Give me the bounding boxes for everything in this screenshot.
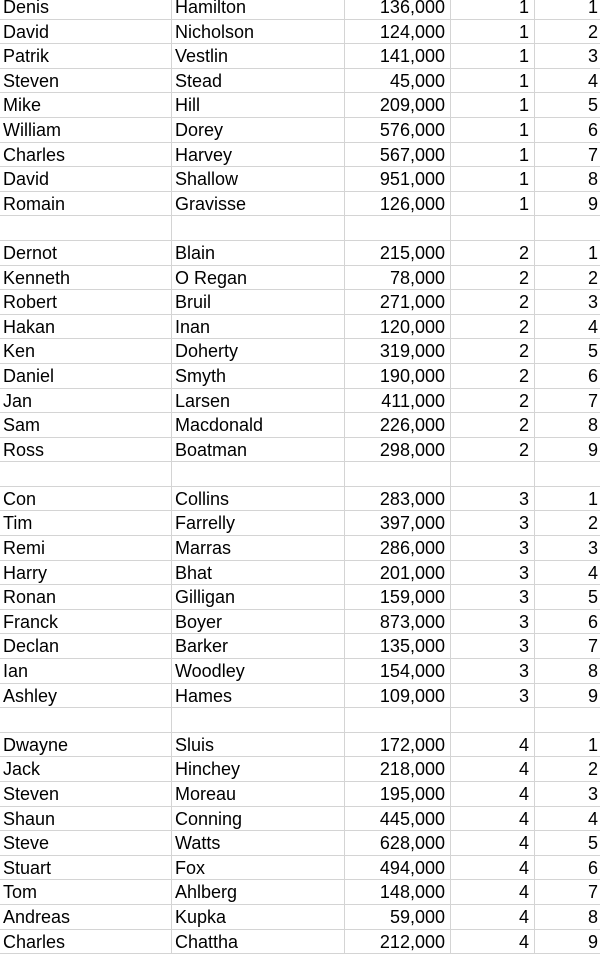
cell-amount[interactable]: 445,000 bbox=[345, 807, 451, 831]
cell-group[interactable]: 4 bbox=[451, 930, 535, 954]
cell-first-name[interactable]: Hakan bbox=[0, 315, 172, 339]
cell-first-name[interactable]: Steve bbox=[0, 831, 172, 855]
cell-last-name[interactable]: Boyer bbox=[172, 610, 345, 634]
cell-amount[interactable] bbox=[345, 216, 451, 240]
cell-last-name[interactable]: Farrelly bbox=[172, 511, 345, 535]
table-row bbox=[0, 511, 600, 536]
cell-index[interactable]: 2 bbox=[587, 267, 598, 288]
cell-last-name[interactable] bbox=[172, 216, 345, 240]
cell-first-name[interactable]: Robert bbox=[0, 290, 172, 314]
cell-index[interactable]: 7 bbox=[587, 882, 598, 903]
cell-amount[interactable]: 576,000 bbox=[345, 118, 451, 142]
cell-index[interactable]: 1 bbox=[587, 242, 598, 263]
cell-last-name[interactable]: Gilligan bbox=[172, 585, 345, 609]
cell-index[interactable]: 9 bbox=[587, 439, 598, 460]
cell-amount[interactable]: 494,000 bbox=[345, 856, 451, 880]
cell-group[interactable]: 2 bbox=[451, 241, 535, 265]
cell-last-name[interactable]: Shallow bbox=[172, 167, 345, 191]
cell-index[interactable]: 1 bbox=[587, 488, 598, 509]
cell-amount[interactable]: 45,000 bbox=[345, 69, 451, 93]
cell-amount[interactable]: 59,000 bbox=[345, 905, 451, 929]
cell-group[interactable]: 1 bbox=[451, 0, 535, 19]
cell-group[interactable]: 1 bbox=[451, 167, 535, 191]
table-row bbox=[0, 339, 600, 364]
cell-last-name[interactable]: Hinchey bbox=[172, 757, 345, 781]
cell-last-name[interactable]: Bhat bbox=[172, 561, 345, 585]
cell-first-name[interactable]: Remi bbox=[0, 536, 172, 560]
cell-first-name[interactable]: Daniel bbox=[0, 364, 172, 388]
cell-last-name[interactable]: Bruil bbox=[172, 290, 345, 314]
cell-last-name[interactable]: Inan bbox=[172, 315, 345, 339]
cell-first-name[interactable]: Mike bbox=[0, 93, 172, 117]
cell-index[interactable]: 3 bbox=[587, 538, 598, 559]
table-row bbox=[0, 216, 600, 241]
table-row bbox=[0, 241, 600, 266]
cell-amount[interactable]: 141,000 bbox=[345, 44, 451, 68]
cell-first-name[interactable]: Stuart bbox=[0, 856, 172, 880]
cell-last-name[interactable]: Sluis bbox=[172, 733, 345, 757]
cell-amount[interactable]: 148,000 bbox=[345, 880, 451, 904]
cell-group[interactable]: 4 bbox=[451, 905, 535, 929]
cell-amount[interactable]: 195,000 bbox=[345, 782, 451, 806]
cell-group[interactable]: 4 bbox=[451, 782, 535, 806]
cell-amount[interactable]: 136,000 bbox=[345, 0, 451, 19]
table-row bbox=[0, 69, 600, 94]
cell-first-name[interactable]: Jan bbox=[0, 389, 172, 413]
table-row bbox=[0, 659, 600, 684]
cell-amount[interactable]: 209,000 bbox=[345, 93, 451, 117]
cell-group[interactable]: 3 bbox=[451, 659, 535, 683]
cell-amount[interactable]: 109,000 bbox=[345, 684, 451, 708]
cell-first-name[interactable]: Kenneth bbox=[0, 266, 172, 290]
cell-amount[interactable]: 628,000 bbox=[345, 831, 451, 855]
cell-index[interactable]: 8 bbox=[587, 415, 598, 436]
cell-group[interactable]: 2 bbox=[451, 438, 535, 462]
cell-first-name[interactable]: David bbox=[0, 167, 172, 191]
cell-group[interactable]: 3 bbox=[451, 487, 535, 511]
cell-first-name[interactable]: Shaun bbox=[0, 807, 172, 831]
cell-amount[interactable]: 120,000 bbox=[345, 315, 451, 339]
cell-first-name[interactable]: Denis bbox=[0, 0, 172, 19]
cell-index[interactable]: 6 bbox=[587, 119, 598, 140]
cell-amount[interactable]: 951,000 bbox=[345, 167, 451, 191]
cell-index[interactable]: 2 bbox=[587, 759, 598, 780]
table-row bbox=[0, 708, 600, 733]
table-row bbox=[0, 315, 600, 340]
cell-group[interactable]: 4 bbox=[451, 831, 535, 855]
cell-amount[interactable]: 286,000 bbox=[345, 536, 451, 560]
cell-last-name[interactable] bbox=[172, 708, 345, 732]
cell-amount[interactable]: 397,000 bbox=[345, 511, 451, 535]
table-row bbox=[0, 143, 600, 168]
cell-amount[interactable]: 201,000 bbox=[345, 561, 451, 585]
cell-last-name[interactable]: Hill bbox=[172, 93, 345, 117]
cell-group[interactable]: 1 bbox=[451, 143, 535, 167]
cell-last-name[interactable]: Moreau bbox=[172, 782, 345, 806]
cell-last-name[interactable]: Chattha bbox=[172, 930, 345, 954]
table-row bbox=[0, 684, 600, 709]
cell-group[interactable]: 2 bbox=[451, 339, 535, 363]
cell-index[interactable]: 8 bbox=[587, 906, 598, 927]
cell-first-name[interactable] bbox=[0, 708, 172, 732]
cell-amount[interactable] bbox=[345, 462, 451, 486]
table-row bbox=[0, 930, 600, 954]
cell-index[interactable] bbox=[535, 708, 600, 732]
cell-index[interactable]: 2 bbox=[587, 21, 598, 42]
cell-group[interactable]: 3 bbox=[451, 561, 535, 585]
cell-last-name[interactable] bbox=[172, 462, 345, 486]
cell-last-name[interactable]: Marras bbox=[172, 536, 345, 560]
cell-index[interactable]: 5 bbox=[587, 587, 598, 608]
cell-last-name[interactable]: Smyth bbox=[172, 364, 345, 388]
cell-amount[interactable]: 218,000 bbox=[345, 757, 451, 781]
cell-index[interactable]: 6 bbox=[587, 857, 598, 878]
table-row bbox=[0, 266, 600, 291]
table-row bbox=[0, 536, 600, 561]
cell-index[interactable]: 6 bbox=[587, 365, 598, 386]
cell-last-name[interactable]: Doherty bbox=[172, 339, 345, 363]
cell-first-name[interactable]: Steven bbox=[0, 782, 172, 806]
cell-first-name[interactable]: Harry bbox=[0, 561, 172, 585]
cell-group[interactable]: 3 bbox=[451, 684, 535, 708]
cell-last-name[interactable]: Barker bbox=[172, 634, 345, 658]
cell-last-name[interactable]: Macdonald bbox=[172, 413, 345, 437]
cell-last-name[interactable]: Ahlberg bbox=[172, 880, 345, 904]
cell-first-name[interactable] bbox=[0, 462, 172, 486]
cell-last-name[interactable]: Kupka bbox=[172, 905, 345, 929]
cell-first-name[interactable]: Dernot bbox=[0, 241, 172, 265]
table-row bbox=[0, 610, 600, 635]
cell-last-name[interactable]: Nicholson bbox=[172, 20, 345, 44]
cell-index[interactable]: 8 bbox=[587, 661, 598, 682]
cell-amount[interactable]: 298,000 bbox=[345, 438, 451, 462]
cell-index[interactable]: 1 bbox=[587, 734, 598, 755]
cell-first-name[interactable]: Jack bbox=[0, 757, 172, 781]
cell-last-name[interactable]: Boatman bbox=[172, 438, 345, 462]
cell-group[interactable] bbox=[451, 462, 535, 486]
cell-group[interactable]: 4 bbox=[451, 757, 535, 781]
cell-first-name[interactable]: Romain bbox=[0, 192, 172, 216]
cell-last-name[interactable]: Gravisse bbox=[172, 192, 345, 216]
table-row bbox=[0, 807, 600, 832]
cell-group[interactable]: 1 bbox=[451, 44, 535, 68]
cell-index[interactable]: 9 bbox=[587, 193, 598, 214]
cell-amount[interactable]: 567,000 bbox=[345, 143, 451, 167]
table-row bbox=[0, 118, 600, 143]
cell-group[interactable]: 4 bbox=[451, 807, 535, 831]
cell-last-name[interactable]: O Regan bbox=[172, 266, 345, 290]
table-row bbox=[0, 438, 600, 463]
table-row bbox=[0, 364, 600, 389]
cell-amount[interactable]: 159,000 bbox=[345, 585, 451, 609]
cell-group[interactable]: 4 bbox=[451, 733, 535, 757]
cell-first-name[interactable]: Ross bbox=[0, 438, 172, 462]
table-row bbox=[0, 93, 600, 118]
cell-first-name[interactable]: Ronan bbox=[0, 585, 172, 609]
table-row bbox=[0, 20, 600, 45]
cell-index[interactable]: 1 bbox=[587, 0, 598, 17]
cell-index[interactable]: 4 bbox=[587, 316, 598, 337]
table-row bbox=[0, 757, 600, 782]
cell-index[interactable]: 9 bbox=[587, 931, 598, 952]
cell-amount[interactable]: 190,000 bbox=[345, 364, 451, 388]
cell-first-name[interactable]: Declan bbox=[0, 634, 172, 658]
cell-index[interactable]: 3 bbox=[587, 784, 598, 804]
cell-group[interactable]: 1 bbox=[451, 93, 535, 117]
table-row bbox=[0, 831, 600, 856]
cell-last-name[interactable]: Harvey bbox=[172, 143, 345, 167]
cell-amount[interactable]: 226,000 bbox=[345, 413, 451, 437]
cell-first-name[interactable]: Andreas bbox=[0, 905, 172, 929]
cell-index[interactable]: 5 bbox=[587, 95, 598, 116]
cell-amount[interactable]: 319,000 bbox=[345, 339, 451, 363]
cell-first-name[interactable]: Charles bbox=[0, 930, 172, 954]
table-row bbox=[0, 462, 600, 487]
cell-group[interactable]: 1 bbox=[451, 69, 535, 93]
cell-first-name[interactable] bbox=[0, 216, 172, 240]
cell-last-name[interactable]: Conning bbox=[172, 807, 345, 831]
cell-group[interactable]: 2 bbox=[451, 413, 535, 437]
cell-amount[interactable]: 215,000 bbox=[345, 241, 451, 265]
cell-group[interactable]: 1 bbox=[451, 118, 535, 142]
cell-first-name[interactable]: Con bbox=[0, 487, 172, 511]
cell-amount[interactable]: 172,000 bbox=[345, 733, 451, 757]
cell-last-name[interactable]: Watts bbox=[172, 831, 345, 855]
cell-index[interactable]: 2 bbox=[587, 513, 598, 534]
cell-last-name[interactable]: Hamilton bbox=[172, 0, 345, 19]
cell-index[interactable] bbox=[535, 216, 600, 240]
cell-group[interactable]: 3 bbox=[451, 536, 535, 560]
table-row bbox=[0, 413, 600, 438]
cell-group[interactable]: 3 bbox=[451, 511, 535, 535]
cell-index[interactable]: 7 bbox=[587, 636, 598, 657]
cell-first-name[interactable]: David bbox=[0, 20, 172, 44]
cell-group[interactable]: 4 bbox=[451, 856, 535, 880]
cell-amount[interactable]: 135,000 bbox=[345, 634, 451, 658]
cell-group[interactable]: 2 bbox=[451, 290, 535, 314]
cell-last-name[interactable]: Dorey bbox=[172, 118, 345, 142]
cell-amount[interactable]: 212,000 bbox=[345, 930, 451, 954]
cell-index[interactable]: 5 bbox=[587, 341, 598, 362]
cell-index[interactable]: 9 bbox=[587, 685, 598, 706]
cell-group[interactable] bbox=[451, 708, 535, 732]
cell-amount[interactable] bbox=[345, 708, 451, 732]
cell-amount[interactable]: 126,000 bbox=[345, 192, 451, 216]
cell-group[interactable]: 2 bbox=[451, 364, 535, 388]
table-row bbox=[0, 782, 600, 807]
cell-index[interactable]: 7 bbox=[587, 144, 598, 165]
cell-last-name[interactable]: Hames bbox=[172, 684, 345, 708]
cell-first-name[interactable]: Ashley bbox=[0, 684, 172, 708]
cell-group[interactable]: 2 bbox=[451, 389, 535, 413]
table-row bbox=[0, 905, 600, 930]
cell-first-name[interactable]: Tim bbox=[0, 511, 172, 535]
cell-last-name[interactable]: Blain bbox=[172, 241, 345, 265]
cell-amount[interactable]: 124,000 bbox=[345, 20, 451, 44]
table-row bbox=[0, 733, 600, 758]
cell-first-name[interactable]: Franck bbox=[0, 610, 172, 634]
cell-last-name[interactable]: Woodley bbox=[172, 659, 345, 683]
table-row bbox=[0, 389, 600, 414]
table-row bbox=[0, 44, 600, 69]
cell-last-name[interactable]: Vestlin bbox=[172, 44, 345, 68]
cell-first-name[interactable]: Charles bbox=[0, 143, 172, 167]
cell-index[interactable] bbox=[535, 462, 600, 486]
cell-index[interactable]: 8 bbox=[587, 169, 598, 190]
cell-group[interactable]: 2 bbox=[451, 315, 535, 339]
cell-first-name[interactable]: Sam bbox=[0, 413, 172, 437]
cell-amount[interactable]: 271,000 bbox=[345, 290, 451, 314]
table-row bbox=[0, 0, 600, 20]
cell-index[interactable]: 4 bbox=[587, 70, 598, 91]
cell-last-name[interactable]: Stead bbox=[172, 69, 345, 93]
cell-amount[interactable]: 78,000 bbox=[345, 266, 451, 290]
table-row bbox=[0, 880, 600, 905]
cell-group[interactable]: 2 bbox=[451, 266, 535, 290]
table-row bbox=[0, 290, 600, 315]
cell-amount[interactable]: 154,000 bbox=[345, 659, 451, 683]
cell-group[interactable]: 4 bbox=[451, 880, 535, 904]
cell-index[interactable]: 3 bbox=[587, 292, 598, 313]
cell-first-name[interactable]: Patrik bbox=[0, 44, 172, 68]
cell-last-name[interactable]: Fox bbox=[172, 856, 345, 880]
cell-last-name[interactable]: Collins bbox=[172, 487, 345, 511]
cell-group[interactable]: 1 bbox=[451, 192, 535, 216]
cell-index[interactable]: 5 bbox=[587, 833, 598, 854]
table-row bbox=[0, 487, 600, 512]
cell-group[interactable]: 3 bbox=[451, 610, 535, 634]
table-row bbox=[0, 561, 600, 586]
cell-first-name[interactable]: Tom bbox=[0, 880, 172, 904]
cell-first-name[interactable]: Ken bbox=[0, 339, 172, 363]
cell-group[interactable] bbox=[451, 216, 535, 240]
cell-amount[interactable]: 411,000 bbox=[345, 389, 451, 413]
cell-group[interactable]: 1 bbox=[451, 20, 535, 44]
cell-last-name[interactable]: Larsen bbox=[172, 389, 345, 413]
cell-index[interactable]: 4 bbox=[587, 562, 598, 583]
cell-group[interactable]: 3 bbox=[451, 634, 535, 658]
cell-first-name[interactable]: Dwayne bbox=[0, 733, 172, 757]
table-row bbox=[0, 585, 600, 610]
table-row bbox=[0, 634, 600, 659]
cell-group[interactable]: 3 bbox=[451, 585, 535, 609]
table-row bbox=[0, 856, 600, 881]
cell-amount[interactable]: 283,000 bbox=[345, 487, 451, 511]
cell-index[interactable]: 7 bbox=[587, 390, 598, 411]
cell-index[interactable]: 4 bbox=[587, 808, 598, 829]
table-row bbox=[0, 167, 600, 192]
cell-index[interactable]: 3 bbox=[587, 46, 598, 67]
cell-amount[interactable]: 873,000 bbox=[345, 610, 451, 634]
cell-first-name[interactable]: William bbox=[0, 118, 172, 142]
cell-first-name[interactable]: Steven bbox=[0, 69, 172, 93]
table-row bbox=[0, 192, 600, 217]
cell-index[interactable]: 6 bbox=[587, 611, 598, 632]
cell-first-name[interactable]: Ian bbox=[0, 659, 172, 683]
